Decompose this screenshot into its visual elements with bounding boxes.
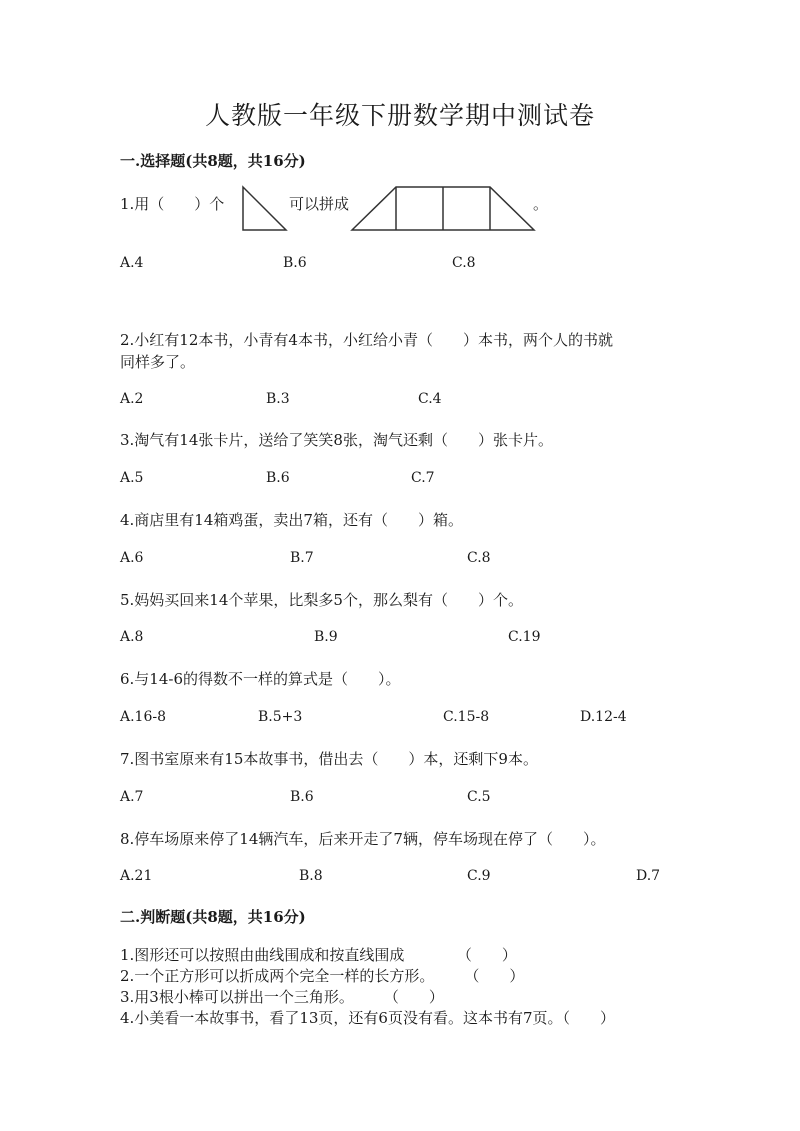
q2-option-b[interactable]: B.3 [266, 391, 290, 407]
q6-option-a[interactable]: A.16-8 [120, 709, 167, 725]
q8-option-d[interactable]: D.7 [636, 868, 661, 884]
q5-option-c[interactable]: C.19 [508, 629, 541, 645]
question-1-text-c: 。 [533, 195, 549, 213]
question-3-text: 3.淘气有14张卡片，送给了笑笑8张，淘气还剩（ ）张卡片。 [120, 431, 553, 449]
question-8-text: 8.停车场原来停了14辆汽车，后来开走了7辆，停车场现在停了（ ）。 [120, 830, 606, 848]
question-1-text-a: 1.用（ ）个 [120, 195, 225, 213]
q1-option-b[interactable]: B.6 [283, 255, 307, 271]
q2-option-c[interactable]: C.4 [418, 391, 442, 407]
q5-option-a[interactable]: A.8 [120, 629, 144, 645]
section-heading-choice: 一.选择题(共8题，共16分) [120, 152, 306, 170]
right-triangle-figure [241, 185, 289, 233]
question-5-text: 5.妈妈买回来14个苹果，比梨多5个，那么梨有（ ）个。 [120, 591, 523, 609]
section-heading-judgement: 二.判断题(共8题，共16分) [120, 908, 306, 926]
q1-option-c[interactable]: C.8 [452, 255, 476, 271]
q2-option-a[interactable]: A.2 [120, 391, 144, 407]
question-2-line-2: 同样多了。 [120, 353, 196, 371]
q3-option-b[interactable]: B.6 [266, 470, 290, 486]
page-title: 人教版一年级下册数学期中测试卷 [204, 101, 595, 130]
question-2-line-1: 2.小红有12本书，小青有4本书，小红给小青（ ）本书，两个人的书就 [120, 331, 613, 349]
q8-option-c[interactable]: C.9 [467, 868, 491, 884]
q3-option-a[interactable]: A.5 [120, 470, 144, 486]
q4-option-c[interactable]: C.8 [467, 550, 491, 566]
question-1-text-b: 可以拼成 [289, 195, 350, 213]
judgement-item-3: 3.用3根小棒可以拼出一个三角形。 （ ） [120, 988, 444, 1006]
q5-option-b[interactable]: B.9 [314, 629, 338, 645]
question-6-text: 6.与14-6的得数不一样的算式是（ ）。 [120, 670, 401, 688]
q6-option-c[interactable]: C.15-8 [443, 709, 490, 725]
trapezoid-figure [350, 185, 536, 233]
q4-option-b[interactable]: B.7 [290, 550, 314, 566]
q7-option-b[interactable]: B.6 [290, 789, 314, 805]
q6-option-b[interactable]: B.5+3 [258, 709, 303, 725]
question-4-text: 4.商店里有14箱鸡蛋，卖出7箱，还有（ ）箱。 [120, 511, 463, 529]
q1-option-a[interactable]: A.4 [120, 255, 144, 271]
q7-option-a[interactable]: A.7 [120, 789, 144, 805]
q3-option-c[interactable]: C.7 [411, 470, 435, 486]
judgement-item-2: 2.一个正方形可以折成两个完全一样的长方形。 （ ） [120, 967, 525, 985]
q6-option-d[interactable]: D.12-4 [580, 709, 627, 725]
question-7-text: 7.图书室原来有15本故事书，借出去（ ）本，还剩下9本。 [120, 750, 538, 768]
judgement-item-1: 1.图形还可以按照由曲线围成和按直线围成 （ ） [120, 946, 517, 964]
q4-option-a[interactable]: A.6 [120, 550, 144, 566]
q8-option-b[interactable]: B.8 [299, 868, 323, 884]
q7-option-c[interactable]: C.5 [467, 789, 491, 805]
judgement-item-4: 4.小美看一本故事书，看了13页，还有6页没有看。这本书有7页。（ ） [120, 1009, 615, 1027]
q8-option-a[interactable]: A.21 [120, 868, 153, 884]
